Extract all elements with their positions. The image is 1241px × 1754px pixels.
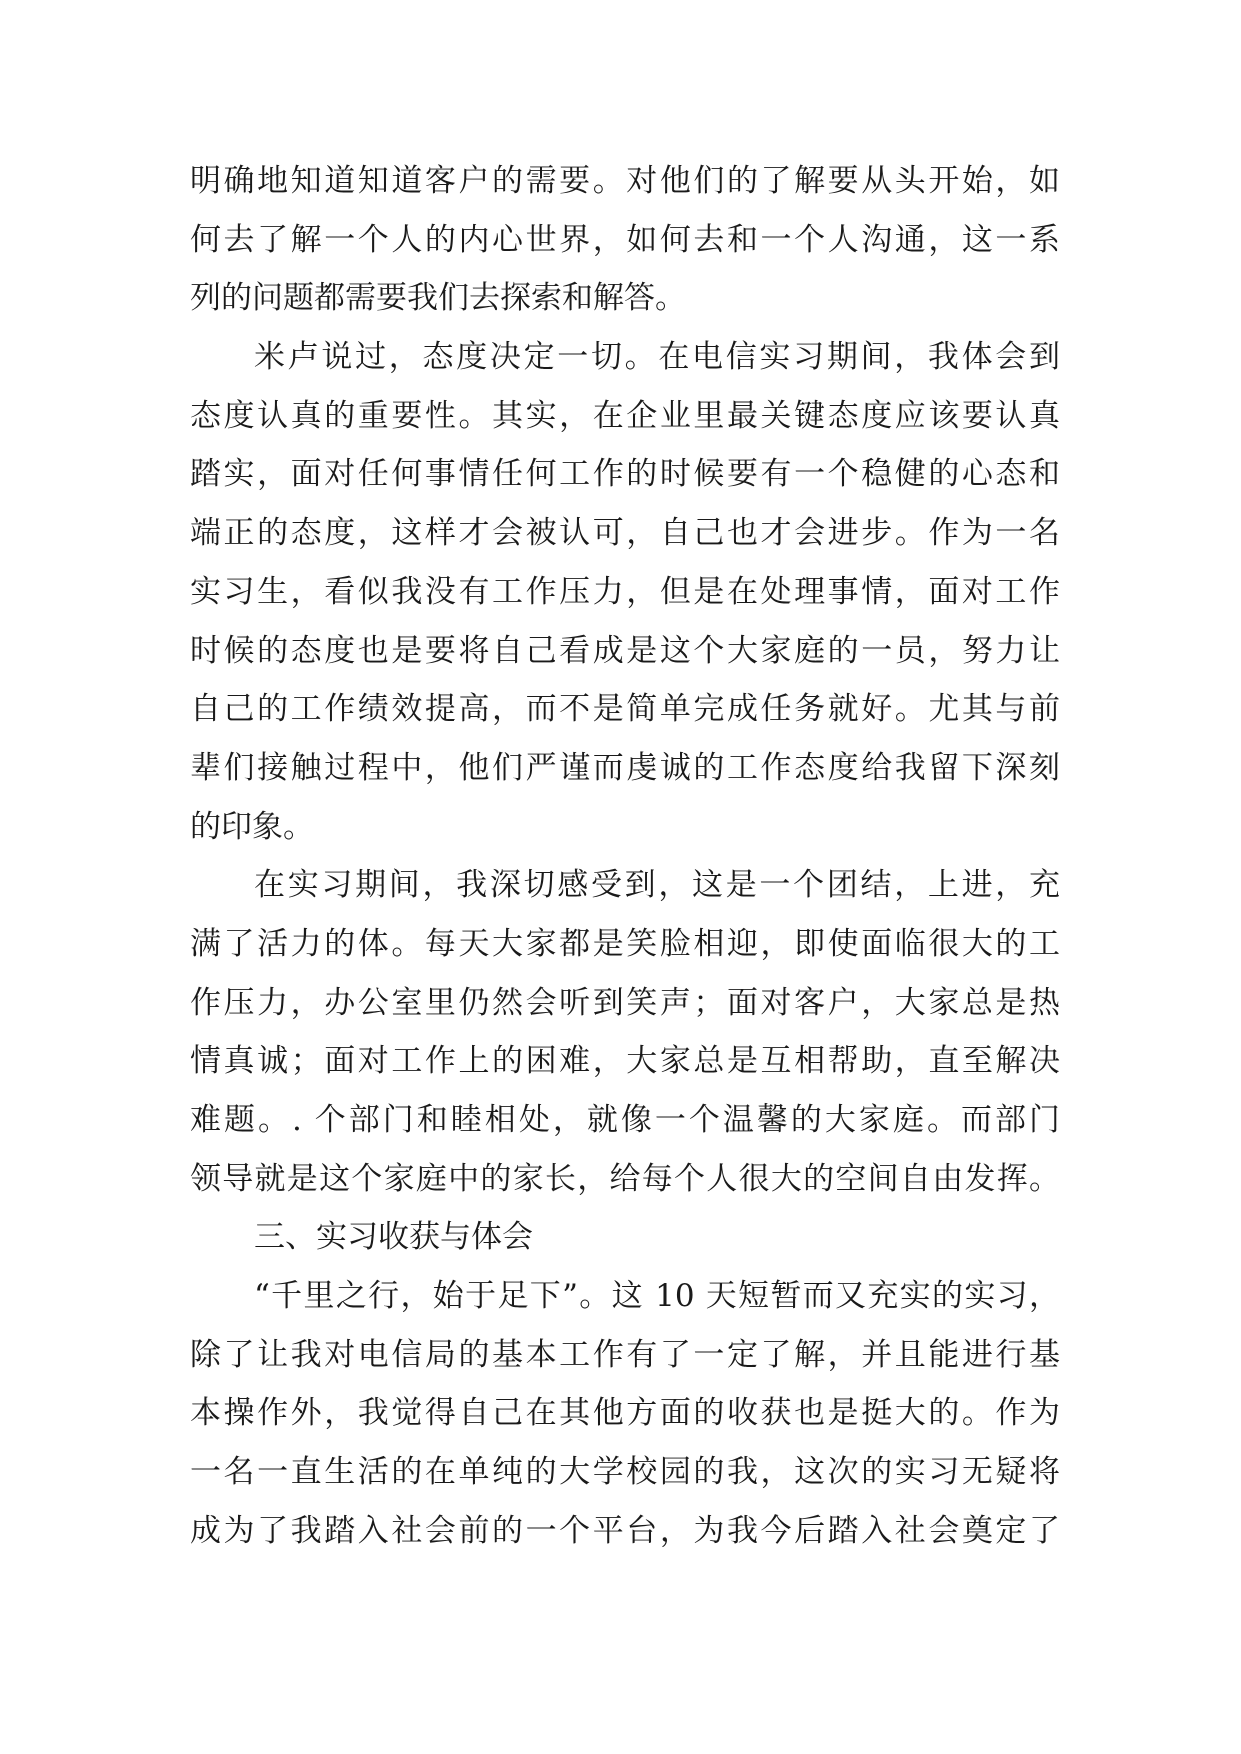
section-heading: 三、实习收获与体会: [254, 1219, 533, 1256]
text-line: 踏实，面对任何事情任何工作的时候要有一个稳健的心态和: [190, 456, 1060, 493]
text-line: 的印象。: [190, 808, 314, 845]
text-line: 自己的工作绩效提高，而不是简单完成任务就好。尤其与前: [190, 691, 1060, 728]
text-line: 成为了我踏入社会前的一个平台，为我今后踏入社会奠定了: [190, 1512, 1060, 1549]
text-line: 一名一直生活的在单纯的大学校园的我，这次的实习无疑将: [190, 1454, 1060, 1491]
paragraph-first-line: 米卢说过，态度决定一切。在电信实习期间，我体会到: [254, 339, 1060, 376]
text-line: 除了让我对电信局的基本工作有了一定了解，并且能进行基: [190, 1336, 1060, 1373]
text-line: 时候的态度也是要将自己看成是这个大家庭的一员，努力让: [190, 632, 1060, 669]
paragraph-first-line: “千里之行，始于足下”。这 10 天短暂而又充实的实习，: [254, 1278, 1060, 1315]
paragraph-first-line: 在实习期间，我深切感受到，这是一个团结，上进，充: [254, 867, 1060, 904]
text-line: 列的问题都需要我们去探索和解答。: [190, 280, 686, 317]
text-line: 实习生，看似我没有工作压力，但是在处理事情，面对工作: [190, 573, 1060, 610]
text-line: 本操作外，我觉得自己在其他方面的收获也是挺大的。作为: [190, 1395, 1060, 1432]
text-line: 作压力，办公室里仍然会听到笑声；面对客户，大家总是热: [190, 984, 1060, 1021]
text-line: 领导就是这个家庭中的家长，给每个人很大的空间自由发挥。: [190, 1160, 1060, 1197]
text-line: 辈们接触过程中，他们严谨而虔诚的工作态度给我留下深刻: [190, 749, 1060, 786]
text-line: 态度认真的重要性。其实，在企业里最关键态度应该要认真: [190, 397, 1060, 434]
text-line: 情真诚；面对工作上的困难，大家总是互相帮助，直至解决: [190, 1043, 1060, 1080]
text-line: 难题。. 个部门和睦相处，就像一个温馨的大家庭。而部门: [190, 1102, 1060, 1138]
text-line: 满了活力的体。每天大家都是笑脸相迎，即使面临很大的工: [190, 925, 1060, 962]
text-line: 何去了解一个人的内心世界，如何去和一个人沟通，这一系: [190, 221, 1060, 258]
text-line: 端正的态度，这样才会被认可，自己也才会进步。作为一名: [190, 515, 1060, 552]
body-text: [190, 152, 1060, 1561]
text-line: 明确地知道知道客户的需要。对他们的了解要从头开始，如: [190, 163, 1060, 199]
